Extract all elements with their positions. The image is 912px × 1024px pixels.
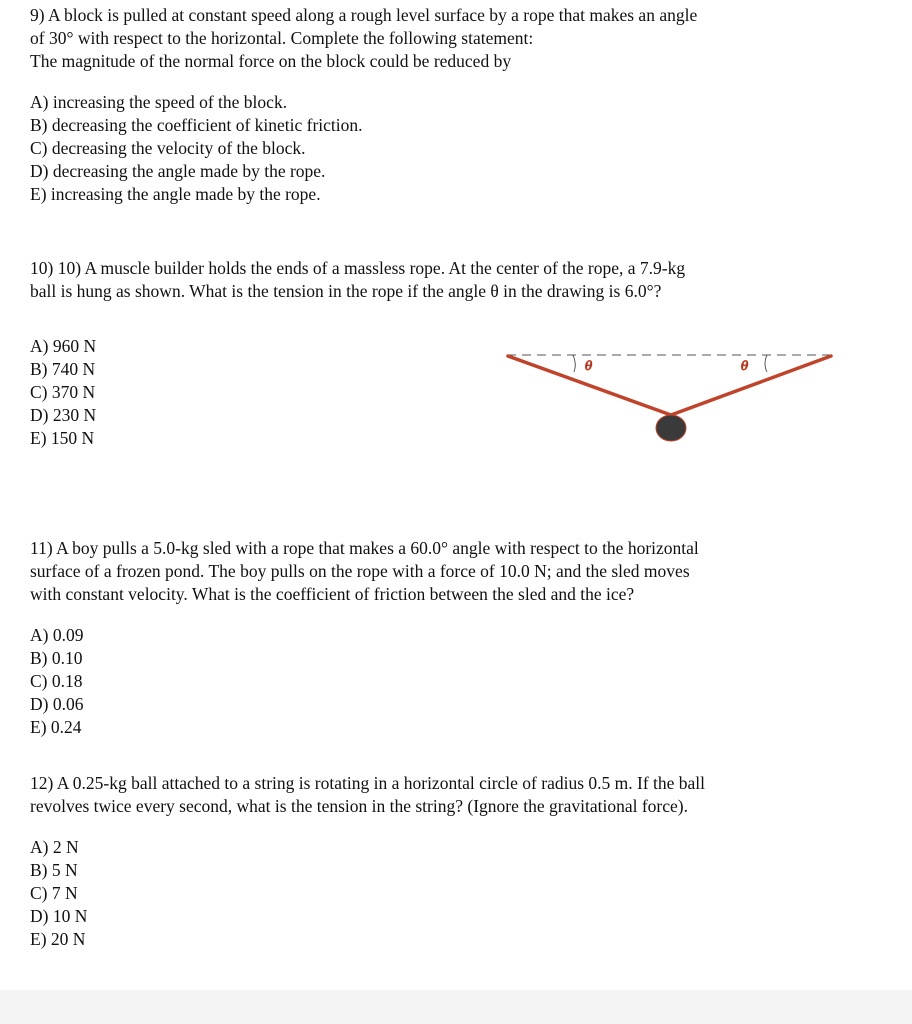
question-12 bbox=[30, 772, 830, 951]
question-stem-line: of 30° with respect to the horizontal. Complete the following statement: bbox=[30, 28, 534, 48]
answer-option-a: A) 2 N bbox=[30, 837, 79, 857]
theta-label-right: θ bbox=[741, 359, 749, 373]
question-9 bbox=[30, 4, 830, 206]
question-stem-line: 11) A boy pulls a 5.0-kg sled with a rope that makes a 60.0° angle with respect to the horizontal bbox=[30, 538, 699, 558]
answer-option-a: A) increasing the speed of the block. bbox=[30, 92, 288, 112]
question-stem-line: surface of a frozen pond. The boy pulls on the rope with a force of 10.0 N; and the sled moves bbox=[30, 561, 690, 581]
answer-option-b: B) 0.10 bbox=[30, 648, 83, 668]
question-stem-line: 10) 10) A muscle builder holds the ends of a massless rope. At the center of the rope, a 7.9-kg bbox=[30, 258, 686, 278]
answer-option-b: B) 5 N bbox=[30, 860, 78, 880]
question-stem-line: ball is hung as shown. What is the tension in the rope if the angle θ in the drawing is 6.0°? bbox=[30, 281, 662, 301]
answer-option-a: A) 0.09 bbox=[30, 625, 84, 645]
question-stem-line: revolves twice every second, what is the tension in the string? (Ignore the gravitational force). bbox=[30, 796, 688, 816]
answer-option-c: C) 7 N bbox=[30, 883, 78, 903]
answer-options bbox=[30, 91, 830, 206]
question-stem-line: 9) A block is pulled at constant speed along a rough level surface by a rope that makes an angle bbox=[30, 5, 698, 25]
answer-option-e: E) 150 N bbox=[30, 428, 95, 448]
answer-option-c: C) 370 N bbox=[30, 382, 96, 402]
answer-option-d: D) 0.06 bbox=[30, 694, 84, 714]
question-stem-line: The magnitude of the normal force on the block could be reduced by bbox=[30, 51, 512, 71]
hanging-ball bbox=[656, 415, 686, 441]
answer-option-a: A) 960 N bbox=[30, 336, 97, 356]
answer-option-d: D) decreasing the angle made by the rope. bbox=[30, 161, 326, 181]
question-stem-line: 12) A 0.25-kg ball attached to a string is rotating in a horizontal circle of radius 0.5 m. If the ball bbox=[30, 773, 706, 793]
question-stem-line: with constant velocity. What is the coefficient of friction between the sled and the ice? bbox=[30, 584, 635, 604]
rope-ball-diagram bbox=[505, 350, 835, 445]
rope-right bbox=[671, 356, 831, 415]
answer-option-c: C) decreasing the velocity of the block. bbox=[30, 138, 306, 158]
answer-option-e: E) 20 N bbox=[30, 929, 86, 949]
angle-arc-right bbox=[765, 355, 767, 372]
answer-option-e: E) 0.24 bbox=[30, 717, 82, 737]
angle-arc-left bbox=[573, 355, 575, 372]
answer-option-b: B) 740 N bbox=[30, 359, 96, 379]
question-11 bbox=[30, 537, 830, 739]
page-bottom-margin bbox=[0, 990, 912, 1024]
answer-option-d: D) 10 N bbox=[30, 906, 88, 926]
answer-options bbox=[30, 836, 830, 951]
theta-label-left: θ bbox=[585, 359, 593, 373]
answer-options bbox=[30, 624, 830, 739]
answer-option-e: E) increasing the angle made by the rope. bbox=[30, 184, 321, 204]
answer-option-b: B) decreasing the coefficient of kinetic friction. bbox=[30, 115, 363, 135]
answer-option-c: C) 0.18 bbox=[30, 671, 83, 691]
answer-option-d: D) 230 N bbox=[30, 405, 97, 425]
